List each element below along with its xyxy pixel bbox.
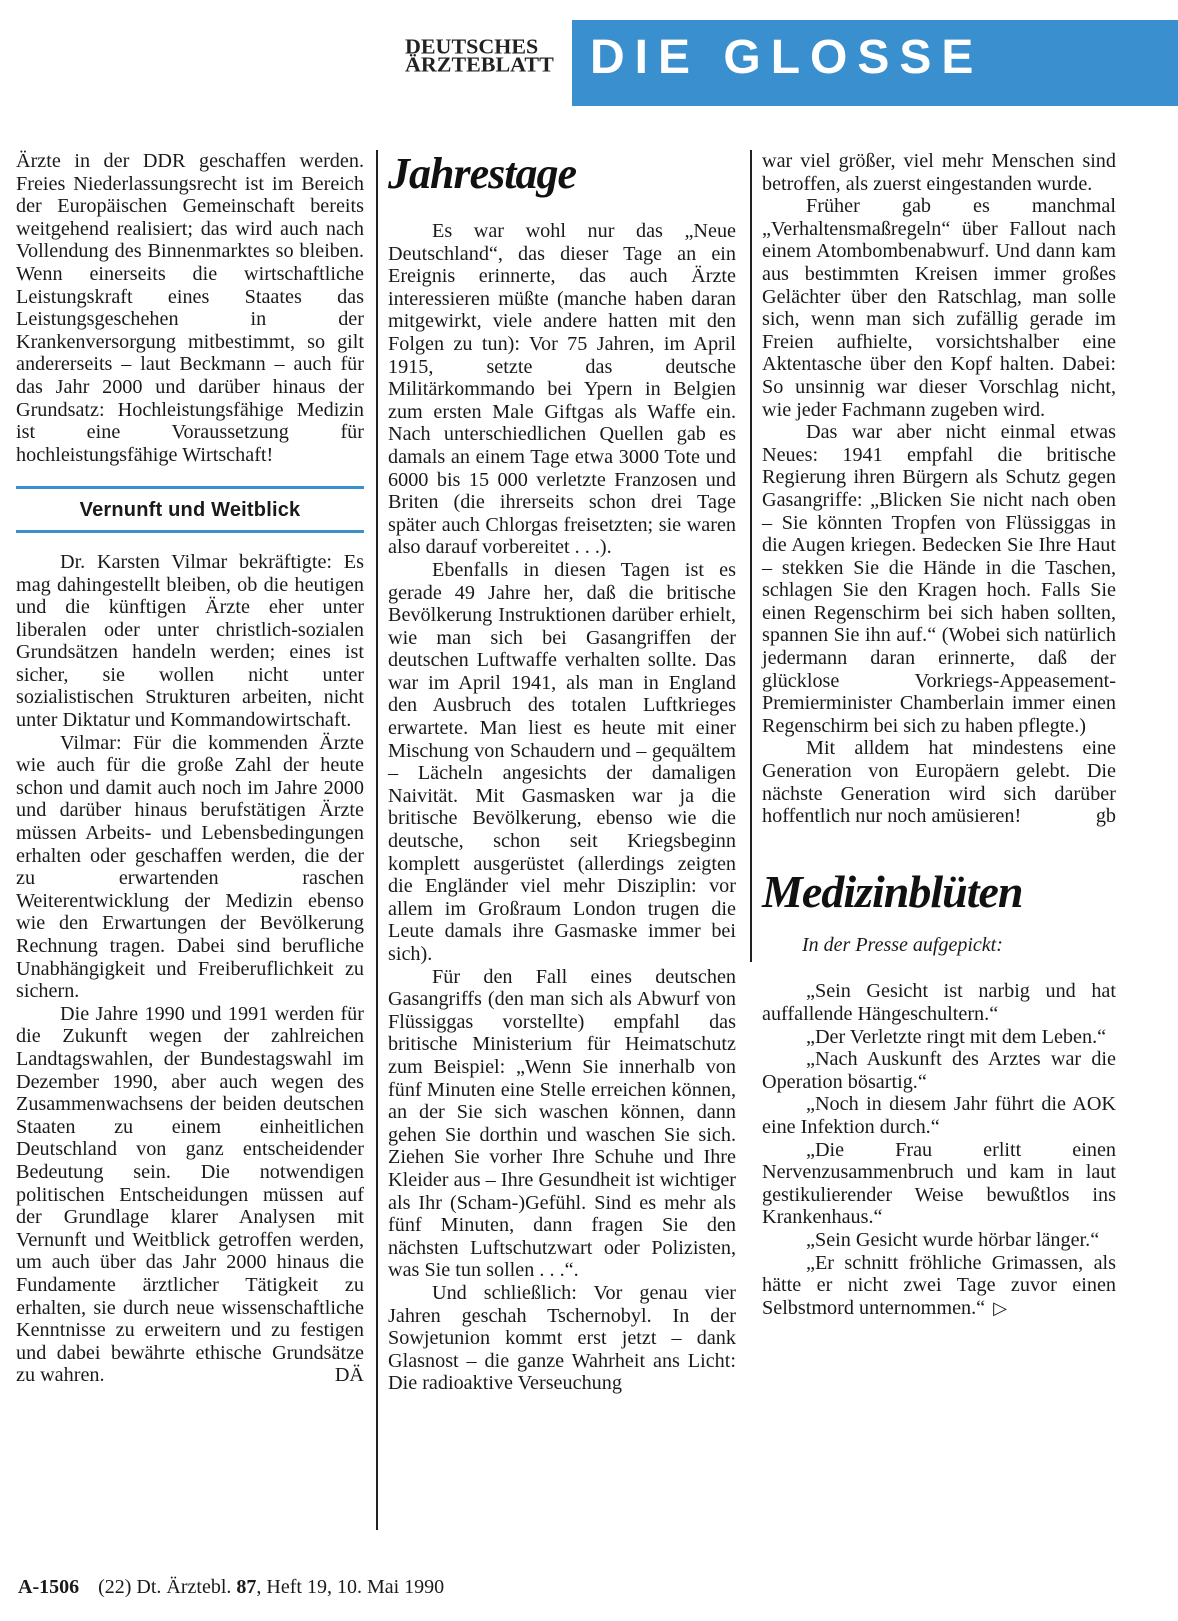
author-signature: gb [1095, 805, 1116, 828]
section-title: DIE GLOSSE [590, 31, 984, 84]
journal-reference: (22) Dt. Ärztebl. [98, 1576, 232, 1598]
paragraph: Dr. Karsten Vilmar bekräftigte: Es mag dahingestellt bleiben, ob die heutigen und die künftigen Ärzte eher unter liberalen oder unter christlich-sozialen Grundsätzen handeln werden; eines ist sicher, sie wollen nicht unter sozialistischen Strukturen arbeiten, nicht unter Diktatur und Kommandowirtschaft. [16, 550, 364, 732]
author-signature: DÄ [334, 1364, 364, 1387]
paragraph: Vilmar: Für die kommenden Ärzte wie auch für die große Zahl der heute schon und damit auch noch im Jahre 2000 und darüber hinaus berufstätigen Ärzte müssen Arbeits- und Lebensbedingungen erhalten oder geschaffen werden, die der zu erwartenden raschen Weiterentwicklung der Medizin ebenso wie den Erwartungen der Bevölkerung Rechnung tragen. Dabei sind berufliche Unabhängigkeit und Freiberuflichkeit zu sichern. [16, 731, 364, 1003]
column-2 [388, 150, 736, 1395]
paragraph: Für den Fall eines deutschen Gasangriffs (den man sich als Abwurf von Flüssiggas vorstellte) empfahl das britische Ministerium für Heimatschutz zum Beispiel: „Wenn Sie innerhalb von fünf Minuten eine Stelle erreichen können, an der Sie sich waschen können, dann gehen Sie dorthin und waschen Sie sich. Ziehen Sie vorher Ihre Schuhe und Ihre Kleider aus – Ihre Gesundheit ist wichtiger als Ihr (Scham-)Gefühl. Sind es mehr als fünf Minuten, dann fragen Sie den nächsten Luftschutzwart oder Polizisten, was Sie tun sollen . . .“. [388, 965, 736, 1282]
column-rule [750, 150, 752, 962]
paragraph: war viel größer, viel mehr Menschen sind betroffen, als zuerst eingestanden wurde. [762, 150, 1116, 195]
quote: „Die Frau erlitt einen Nervenzusammenbruch und kam in laut gestikulierender Weise bewußtlos ins Krankenhaus.“ [762, 1138, 1116, 1229]
page-footer [18, 1576, 444, 1599]
volume-number: 87 [236, 1576, 257, 1598]
masthead-line1: DEUTSCHES [405, 34, 539, 59]
subheading: Vernunft und Weitblick [79, 499, 301, 522]
quote: „Nach Auskunft des Arztes war die Operation bösartig.“ [762, 1048, 1116, 1093]
article-headline: Jahrestage [388, 149, 576, 198]
column-3 [762, 150, 1116, 1319]
quote: „Der Verletzte ringt mit dem Leben.“ [806, 1025, 1107, 1048]
section-banner [572, 20, 1178, 106]
masthead [405, 34, 575, 77]
paragraph: Ebenfalls in diesen Tagen ist es gerade 49 Jahre her, daß die britische Bevölkerung Instruktionen darüber erhielt, wie man sich bei Gasangriffen der deutschen Luftwaffe verhalten sollte. Das war im April 1941, als man in England den Ausbruch des totalen Luftkrieges erwartete. Man liest es heute mit einer Mischung von Schaudern und – gequältem – Lächeln angesichts der damaligen Naivität. Mit Gasmasken war ja die britische Bevölkerung, ebenso wie die deutsche, schon seit Kriegsbeginn komplett ausgerüstet (allerdings zeigten die Engländer viel mehr Disziplin: vor allem im Großraum London trugen die Leute damals ihre Gasmaske immer bei sich). [388, 558, 736, 965]
paragraph: Es war wohl nur das „Neue Deutschland“, das dieser Tage an ein Ereignis erinnerte, das auch Ärzte interessieren müßte (manche haben daran mitgewirkt, viele andere hatten mit den Folgen zu tun): Vor 75 Jahren, im April 1915, setzte das deutsche Militärkommando bei Ypern in Belgien zum ersten Male Giftgas als Waffe ein. Nach unterschiedlichen Quellen gab es damals an einem Tage etwa 3000 Tote und 6000 bis 15 000 verletzte Franzosen und Briten (die ihrerseits schon drei Tage später auch Chlorgas freisetzten; sie waren also darauf vorbereitet . . .). [388, 220, 736, 559]
paragraph-text: Mit alldem hat mindestens eine Generation von Europäern gelebt. Die nächste Generation wird sich darüber hoffentlich nur noch amüsieren! [762, 737, 1116, 828]
paragraph: Früher gab es manchmal „Verhaltensmaßregeln“ über Fallout nach einem Atombombenabwurf. Und dann kam aus bestimmten Kreisen immer großes Gelächter über den Ratschlag, man solle sich, wenn man sich zufällig gerade im Freien aufhielte, vorsichtshalber eine Aktentasche über den Kopf halten. Dabei: So unsinnig war dieser Vorschlag nicht, wie jeder Fachmann zugeben wird. [762, 195, 1116, 421]
quote-text: „Er schnitt fröhliche Grimassen, als hätte er nicht zwei Tage zuvor einen Selbstmord unternommen.“ [762, 1251, 1116, 1319]
article-headline: Medizinblüten [762, 865, 1023, 917]
page-code: A-1506 [18, 1576, 80, 1598]
paragraph [762, 737, 1116, 827]
paragraph: Ärzte in der DDR geschaffen werden. Freies Niederlassungsrecht ist im Bereich der Europäischen Gemeinschaft bereits weitgehend realisiert; das wird auch nach Vollendung des Binnenmarktes so bleiben. Wenn einerseits die wirtschaftliche Leistungskraft eines Staates das Leistungsgeschehen in der Krankenversorgung mitbestimmt, so gilt andererseits – laut Beckmann – auch für das Jahr 2000 und darüber hinaus der Grundsatz: Hochleistungsfähige Medizin ist eine Voraussetzung für hochleistungsfähige Wirtschaft! [16, 150, 364, 466]
subheading-box [16, 486, 364, 533]
subheading-rule [16, 530, 364, 533]
paragraph [16, 1003, 364, 1387]
quote: „Sein Gesicht wurde hörbar länger.“ [806, 1228, 1100, 1251]
continue-arrow-icon: ▷ [993, 1297, 1007, 1318]
quote [762, 1252, 1116, 1320]
column-rule [376, 150, 378, 1530]
quote: „Sein Gesicht ist narbig und hat auffallende Hängeschultern.“ [762, 980, 1116, 1025]
quote: „Noch in diesem Jahr führt die AOK eine Infektion durch.“ [762, 1093, 1116, 1138]
paragraph: Das war aber nicht einmal etwas Neues: 1941 empfahl die britische Regierung ihren Bürgern als Schutz gegen Gasangriffe: „Blicken Sie nicht nach oben – Sie könnten Tropfen von Flüssiggas in die Augen kriegen. Bedecken Sie Ihre Haut – stekken Sie die Hände in die Taschen, schlagen Sie den Kragen hoch. Falls Sie einen Regenschirm bei sich haben sollten, spannen Sie ihn auf.“ (Wobei sich natürlich jedermann daran erinnerte, daß der glücklose Vorkriegs-Appeasement-Premierminister Chamberlain immer einen Regenschirm bei sich zu haben pflegte.) [762, 421, 1116, 737]
masthead-line2: ÄRZTEBLATT [405, 52, 554, 77]
article-tagline: In der Presse aufgepickt: [802, 933, 1003, 956]
paragraph: Und schließlich: Vor genau vier Jahren geschah Tschernobyl. In der Sowjetunion kommt erst jetzt – dank Glasnost – die ganze Wahrheit ans Licht: Die radioaktive Verseuchung [388, 1281, 736, 1395]
column-1 [16, 150, 364, 1387]
paragraph-text: Die Jahre 1990 und 1991 werden für die Zukunft wegen der zahlreichen Landtagswahlen, der Bundestagswahl im Dezember 1990, aber auch wegen des Zusammenwachsens der beiden deutschen Staaten zu einem einheitlichen Deutschland von ganz entscheidender Bedeutung sein. Die notwendigen politischen Entscheidungen müssen auf der Grundlage klarer Analysen mit Vernunft und Weitblick getroffen werden, um auch über das Jahr 2000 hinaus die Fundamente ärztlicher Tätigkeit zu erhalten, sie durch neue wissenschaftliche Kenntnisse zu erweitern und zu festigen und dabei bewährte ethische Grundsätze zu wahren. [16, 1002, 364, 1387]
issue-date: , Heft 19, 10. Mai 1990 [256, 1576, 445, 1598]
